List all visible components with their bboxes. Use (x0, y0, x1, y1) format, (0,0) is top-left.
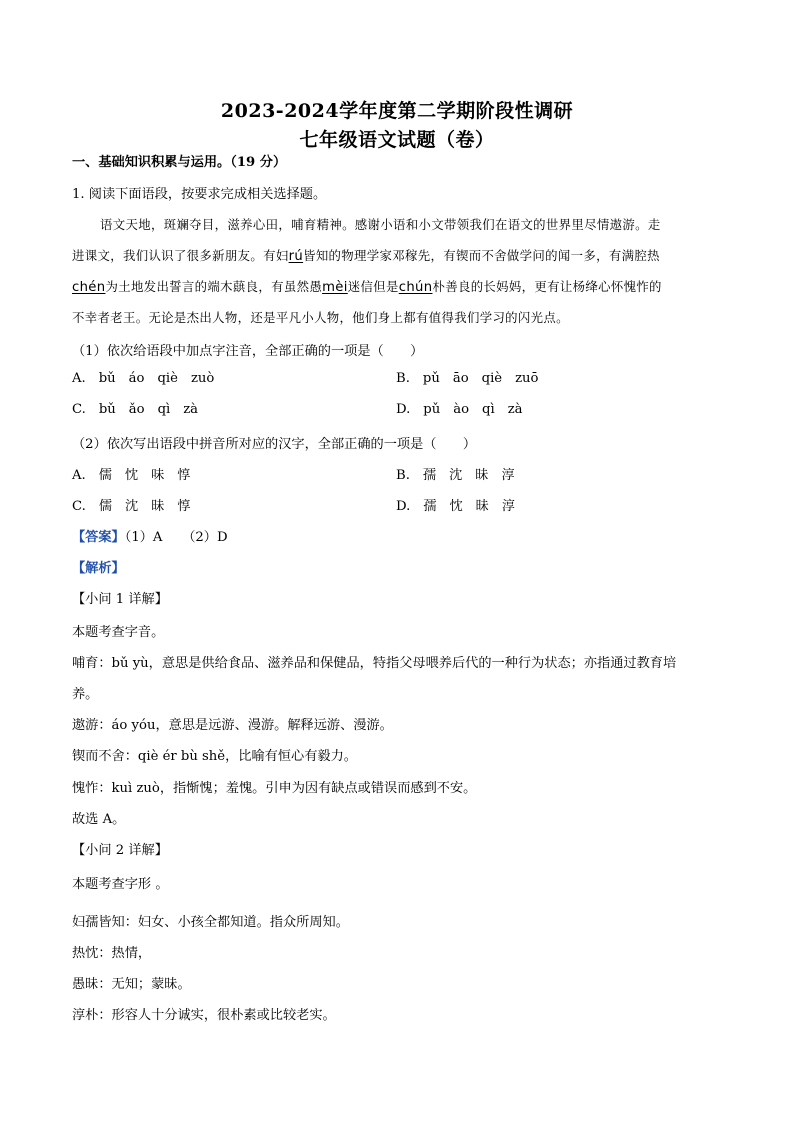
pinyin-blank: mèi (322, 280, 348, 295)
option-item: 昧 (475, 499, 489, 514)
option-item: 惇 (177, 499, 191, 514)
part1-line: 本题考查字音。 (72, 625, 165, 640)
part2-line: 愚昧：无知；蒙昧。 (72, 977, 191, 992)
passage-text: 朴善良的长妈妈，更有让杨绛心怀愧怍的 (432, 279, 662, 294)
option-item: zà (507, 402, 523, 417)
pinyin-blank: chún (398, 280, 433, 295)
option-item: ào (453, 402, 470, 417)
section-heading: 一、基础知识积累与运用。（19 分） (72, 155, 287, 170)
option-1c (72, 402, 198, 417)
option-item: áo (128, 371, 145, 386)
option-item: zuō (515, 371, 539, 386)
option-letter: B. (396, 371, 410, 386)
answer-line (72, 526, 228, 545)
part2-line: 妇孺皆知：妇女、小孩全都知道。指众所周知。 (72, 915, 349, 930)
part2-line: 本题考查字形 。 (72, 877, 169, 892)
option-item: qì (482, 402, 495, 417)
option-item: 昧 (151, 499, 165, 514)
option-item: āo (452, 371, 469, 386)
option-2c (72, 495, 191, 514)
passage-text: 迷信但是 (347, 279, 399, 294)
option-item: 淳 (501, 468, 515, 483)
part1-line: 遨游：áo yóu，意思是远游、漫游。解释远游、漫游。 (72, 718, 393, 733)
option-item: pǔ (423, 402, 441, 417)
pinyin-blank: rú (288, 249, 304, 264)
option-item: bǔ (98, 402, 116, 417)
option-1a (72, 371, 214, 386)
option-item: 儒 (98, 468, 112, 483)
option-2a (72, 464, 190, 483)
part1-line: 故选 A。 (72, 812, 126, 827)
passage-line-4: 不幸者老王。无论是杰出人物，还是平凡小人物，他们身上都有值得我们学习的闪光点。 (72, 310, 569, 325)
option-1d (396, 402, 523, 417)
analysis-label: 【解析】 (72, 561, 125, 576)
answer-label: 【答案】 (72, 530, 125, 545)
part1-line: 锲而不舍：qiè ér bù shě，比喻有恒心有毅力。 (72, 749, 357, 764)
option-item: 孺 (423, 499, 437, 514)
option-item: 淳 (501, 499, 516, 514)
exam-subtitle: 七年级语文试题（卷） (299, 129, 495, 151)
option-letter: C. (72, 402, 86, 417)
option-item: 惇 (177, 468, 191, 483)
option-item: 孺 (422, 468, 437, 483)
part2-label: 【小问 2 详解】 (72, 843, 168, 858)
option-item: ǎo (128, 402, 145, 417)
option-item: 忱 (449, 499, 463, 514)
part1-line: 愧怍：kuì zuò，指惭愧；羞愧。引申为因有缺点或错误而感到不安。 (72, 781, 477, 796)
option-item: 忱 (124, 468, 139, 483)
subquestion-1-stem: （1）依次给语段中加点字注音，全部正确的一项是（ ） (72, 344, 424, 359)
passage-line-2 (72, 246, 660, 264)
option-2d (396, 495, 515, 514)
option-item: bǔ (98, 371, 116, 386)
pinyin-blank: chén (72, 280, 106, 295)
exam-title: 2023-2024学年度第二学期阶段性调研 (220, 100, 574, 122)
part1-line: 养。 (72, 687, 99, 702)
option-2b (396, 464, 515, 483)
passage-text: 为土地发出誓言的端木蕻良，有虽然愚 (105, 279, 323, 294)
part2-line: 淳朴：形容人十分诚实，很朴素或比较老实。 (72, 1008, 336, 1023)
option-item: 儒 (98, 499, 112, 514)
option-letter: A. (72, 468, 86, 483)
part2-line: 热忱：热情， (72, 946, 152, 961)
option-letter: B. (396, 468, 410, 483)
passage-line-1: 语文天地，斑斓夺目，滋养心田，哺育精神。感谢小语和小文带领我们在语文的世界里尽情遨游。走 (100, 217, 661, 232)
option-letter: A. (72, 371, 86, 386)
option-item: 味 (151, 468, 165, 483)
option-item: 沈 (449, 468, 463, 483)
option-letter: C. (72, 499, 86, 514)
option-1b (396, 371, 539, 386)
part1-label: 【小问 1 详解】 (72, 592, 168, 607)
option-letter: D. (396, 499, 411, 514)
question-intro: 1. 阅读下面语段，按要求完成相关选择题。 (72, 187, 327, 202)
option-item: pǔ (422, 371, 440, 386)
passage-text: 皆知的物理学家邓稼先，有锲而不舍做学问的闻一多，有满腔热 (303, 248, 660, 263)
option-item: qiè (157, 371, 178, 386)
option-item: 昧 (475, 468, 489, 483)
option-letter: D. (396, 402, 411, 417)
passage-line-3 (72, 277, 662, 295)
subquestion-2-stem: （2）依次写出语段中拼音所对应的汉字，全部正确的一项是（ ） (72, 437, 477, 452)
option-item: zà (183, 402, 199, 417)
part1-line: 哺育：bǔ yù，意思是供给食品、滋养品和保健品，特指父母喂养后代的一种行为状态；亦指通过教育培 (72, 656, 677, 671)
option-item: qiè (481, 371, 503, 386)
option-item: zuò (190, 371, 215, 386)
answer-text: （1）A （2）D (124, 530, 228, 545)
option-item: qì (157, 402, 171, 417)
option-item: 沈 (125, 499, 139, 514)
passage-text: 进课文，我们认识了很多新朋友。有妇 (72, 248, 289, 263)
